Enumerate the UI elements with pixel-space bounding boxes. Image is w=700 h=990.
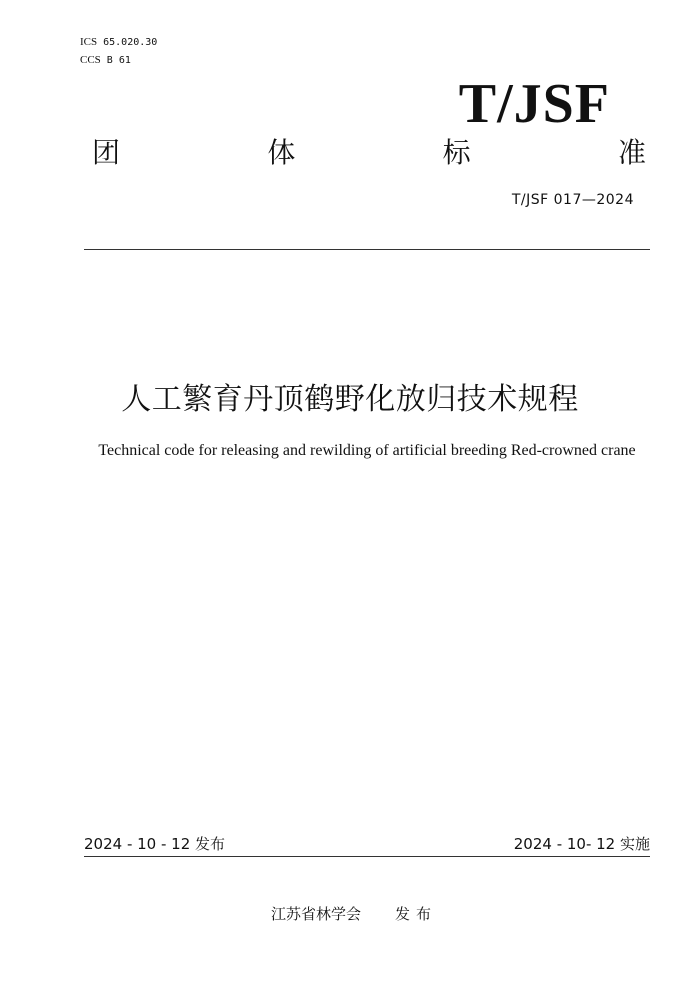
bottom-divider	[84, 856, 650, 857]
standard-type-char: 标	[442, 136, 471, 169]
implementation-date: 2024 - 10- 12 实施	[513, 835, 650, 853]
ics-classification	[80, 35, 157, 50]
document-title-english: Technical code for releasing and rewilding of artificial breeding Red-crowned crane	[98, 442, 636, 459]
ccs-classification	[80, 53, 131, 68]
ccs-code: B 61	[106, 55, 131, 66]
publisher-label: 发布	[395, 905, 438, 923]
ics-label: ICS	[80, 36, 98, 48]
standard-type-char: 团	[92, 136, 121, 169]
publisher-name: 江苏省林学会	[271, 905, 362, 923]
standard-type-char: 体	[267, 136, 296, 169]
ics-code: 65.020.30	[103, 37, 158, 48]
standard-type-char: 准	[617, 136, 646, 169]
standard-logo: T/JSF	[458, 73, 610, 135]
standard-number: T/JSF 017—2024	[511, 192, 634, 208]
standard-type	[92, 134, 646, 172]
top-divider	[84, 249, 650, 250]
ccs-label: CCS	[80, 54, 101, 66]
issue-date: 2024 - 10 - 12 发布	[84, 835, 226, 853]
document-title-chinese: 人工繁育丹顶鹤野化放归技术规程	[121, 382, 579, 417]
publisher	[271, 904, 437, 924]
